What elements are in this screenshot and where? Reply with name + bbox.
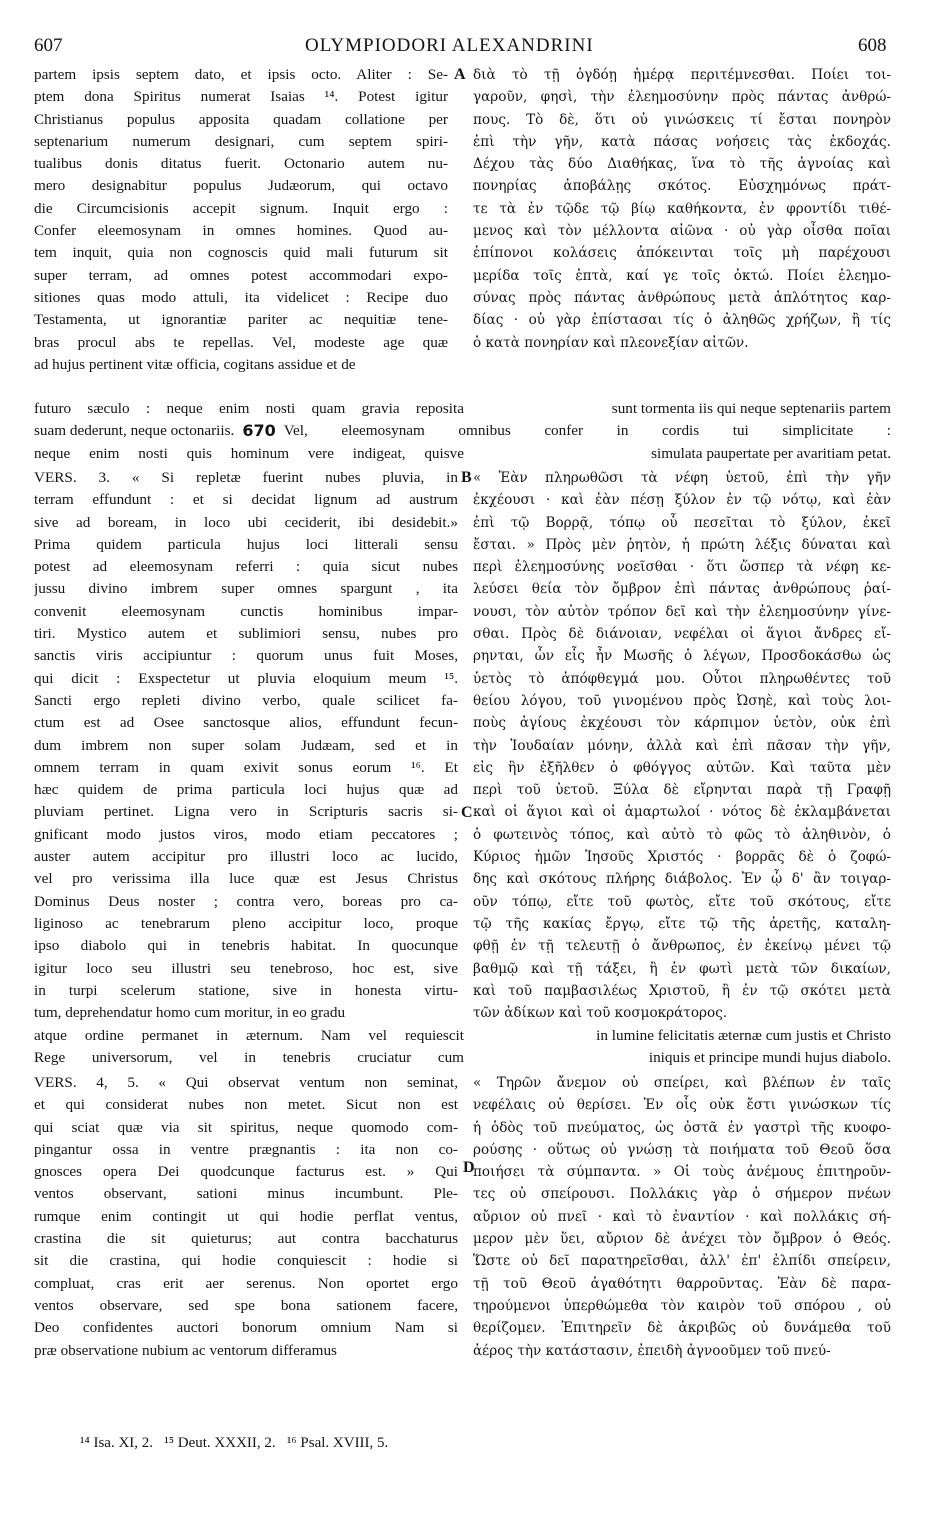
footnotes: ¹⁴ Isa. XI, 2. ¹⁵ Deut. XXXII, 2. ¹⁶ Psal. XVIII, 5. (80, 1435, 389, 1451)
left-column-latin-2 (34, 467, 458, 1024)
text-line-right-part: in lumine felicitatis æternæ cum justis et Christo (596, 1027, 891, 1044)
text-line: ptem dona Spiritus numerat Isaias ¹⁴. Potest igitur (34, 88, 448, 106)
text-line-right-part: simulata paupertate per avaritiam petat. (651, 444, 891, 462)
text-line: φθῇ ἐν τῇ τελευτῇ ὁ ἄνθρωπος, ἐν ἐκείνῳ μένει τῷ (473, 938, 891, 955)
text-line: δης καὶ σκότους πλήρης διάβολος. Ἐν ᾧ δ' ἂν τοιγαρ- (473, 871, 891, 888)
text-line: gnificant modo justos viros, modo etiam peccatores ; (34, 825, 458, 843)
text-line: Κύριος ἡμῶν Ἰησοῦς Χριστός · βορρᾶς δὲ ὁ ζοφώ- (473, 849, 891, 866)
text-line: pingantur ossa in ventre prægnantis : ita non co- (34, 1140, 458, 1158)
text-line-right-part: Vel, eleemosynam omnibus confer in cordis tui simplicitate : (283, 422, 891, 440)
text-line: ἐπὶ τῷ Βορρᾷ, τόπῳ οὗ πεσεῖται τὸ ξύλον, ἐκεῖ (473, 514, 891, 531)
text-line: terram effundunt : et si decidat lignum ad austrum (34, 491, 458, 509)
text-line: super terram, ad omnes potest accommodari expo- (34, 266, 448, 284)
text-line: θερίζομεν. Ἐπιτηρεῖν δὲ ἀκριβῶς οὐ δυνάμεθα τοῦ (473, 1320, 891, 1337)
text-line: μενος καὶ τὸν μέλλοντα αἰῶνα · οὐ γὰρ οἶσθα ποῖαι (473, 223, 891, 240)
running-title: OLYMPIODORI ALEXANDRINI (305, 35, 594, 56)
text-line: θείου λόγου, τοῦ γινομένου πρὸς Ὠσηὲ, καὶ τοὺς λοι- (473, 692, 891, 709)
text-line: ὁ φωτεινὸς τόπος, καὶ αὐτὸ τὸ φῶς τὸ ἀληθινὸν, ὁ (473, 826, 891, 843)
text-line: ventos observant, sationi minus incumbunt. Ple- (34, 1185, 458, 1203)
text-line: dum imbrem non super solam Judæam, sed et in (34, 736, 458, 754)
text-line: et qui considerat nubes non metet. Sicut non est (34, 1096, 458, 1114)
text-line: hæc quidem de prima particula loci hujus quæ ad (34, 781, 458, 799)
margin-letter-d: D (463, 1159, 475, 1176)
text-line: bras procul abs te repellas. Vel, modeste age quæ (34, 333, 448, 351)
text-line: εἰς ἣν ἐξῆλθεν ὁ φθόγγος αὐτῶν. Καὶ ταῦτα μὲν (473, 759, 891, 776)
text-line: auster autem accipitur pro illustri loco ac lucido, (34, 848, 458, 866)
text-line: περὶ ἐλεημοσύνης νοεῖσθαι · ὅτι ὥσπερ τὰ νέφη κε- (473, 559, 891, 576)
text-line: ἀέρος τὴν κατάστασιν, ἐπειδὴ ἀγνοοῦμεν τοῦ πνεύ- (473, 1342, 831, 1359)
page-number-right: 608 (858, 35, 887, 56)
right-column-greek-2 (473, 467, 891, 1024)
text-line: qui dicit : Exspectetur ut pluvia eloquium meum ¹⁵. (34, 669, 458, 687)
text-line: Sancti ergo repleti divino verbo, quale scilicet fa- (34, 691, 458, 709)
column-number: 670 (242, 421, 276, 441)
text-line: τῶν ἀδίκων καὶ τοῦ κοσμοκράτορος. (473, 1005, 728, 1022)
text-line: τῇ τοῦ Θεοῦ ἀγαθότητι θαρροῦντας. Ἐὰν δὲ παρα- (473, 1275, 891, 1292)
text-line: καὶ τοῦ παμβασιλέως Χριστοῦ, ἢ ἐν τῷ σκότει μετὰ (473, 982, 891, 999)
text-line: rumque enim contingit ut qui hodie perflat ventus, (34, 1207, 458, 1225)
full-width-latin-1 (34, 398, 891, 465)
text-line: τες οὐ σπείρουσι. Πολλάκις γὰρ ὁ σήμερον πνέων (473, 1186, 891, 1203)
text-line: tem inquit, quia non cognoscis quid mali futurum sit (34, 244, 448, 262)
text-line: septenarium numerum designari, cum septem spiri- (34, 132, 448, 150)
margin-letter-c: C (461, 804, 473, 821)
text-line: δίας · οὐ γὰρ ἐπίστασαι τίς ὁ ἀληθῶς χρήζων, ἢ τίς (473, 312, 891, 329)
text-line-right-part: iniquis et principe mundi hujus diabolo. (648, 1049, 891, 1067)
text-line: pluviam pertinet. Ligna vero in Scripturis sacris si- (34, 803, 458, 821)
text-line: ὑετὸς τὸ ἀπόφθεγμά μου. Οὗτοι πληρωθέντες τοῦ (473, 670, 891, 687)
text-line: ἐκχέουσι · καὶ ἐὰν πέσῃ ξύλον ἐν τῷ νότῳ, καὶ ἐὰν (473, 492, 891, 509)
text-line: tum, deprehendatur homo cum moritur, in eo gradu (34, 1004, 346, 1022)
text-line: Ὥστε οὐ δεῖ παρατηρεῖσθαι, ἀλλ' ἐπ' ἐλπίδι σπείρειν, (473, 1253, 891, 1270)
text-line: ἔσται. » Πρὸς μὲν ῥητὸν, ἡ πρώτη λέξις δύναται καὶ (473, 536, 891, 553)
text-line: ὁ κατὰ πονηρίαν καὶ πλεονεξίαν αἰτῶν. (473, 334, 749, 351)
text-line: βαθμῷ καὶ τῇ τάξει, ἢ ἐν φωτὶ μετὰ τῶν δικαίων, (473, 960, 891, 977)
text-line: Deo confidentes auctori bonorum omnium Nam si (34, 1319, 458, 1337)
text-line: τῷ τῆς κακίας ἔργῳ, εἴτε τῷ τῆς ἀρετῆς, καταλη- (473, 915, 891, 932)
text-line: περὶ τοῦ ὑετοῦ. Ξύλα δὲ εἴρηνται παρὰ τῇ Γραφῇ (473, 782, 891, 799)
text-line: τὴν Ἰουδαίαν μόνην, ἀλλὰ καὶ ἐπὶ πᾶσαν τὴν γῆν, (473, 737, 891, 754)
text-line: μερον μὲν ὕει, αὔριον δὲ ἀνέχει τὸν ὄμβρον ὁ Θεός. (473, 1231, 891, 1248)
text-line: ρηνται, ὧν εἷς ἦν Μωσῆς ὁ λέγων, Προσδοκάσθω ὡς (473, 648, 891, 665)
text-line: crastina die sit quieturus; aut contra bacchaturus (34, 1230, 458, 1248)
text-line: potest ad eleemosynam referri : quia sicut nubes (34, 558, 458, 576)
text-line: ipso diabolo qui in tenebris habitat. In quocunque (34, 937, 458, 955)
text-line: τηρούμενοι ὑπερθώμεθα τὸν καιρὸν τοῦ σπόρου , οὐ (473, 1297, 891, 1314)
text-line: νουσι, τὸν αὐτὸν τρόπον δεῖ καὶ τὴν ἐλεημοσύνην γίνε- (473, 603, 891, 620)
text-line (34, 1047, 891, 1069)
text-line: igitur loco seu illustri seu tenebroso, hoc est, sive (34, 959, 458, 977)
text-line: sive ad boream, in loco ubi ceciderit, ibi desidebit.» (34, 513, 458, 531)
text-line: διὰ τὸ τῇ ὀγδόῃ ἡμέρᾳ περιτέμνεσθαι. Ποίει τοι- (473, 67, 891, 83)
text-line: ἐπίπονοι κολάσεις ἀπόκεινται τοῖς μὴ παρέχουσι (473, 245, 891, 262)
text-line: liginoso ac tenebrarum pleno accipitur loco, proque (34, 914, 458, 932)
text-line: Christianus populus apposita quadam collatione per (34, 110, 448, 128)
text-line (34, 420, 891, 442)
text-line: σθαι. Πρὸς δὲ διάνοιαν, νεφέλαι οἱ ἅγιοι ἄνδρες εἴ- (473, 626, 891, 643)
text-line: compluat, cras erit aer serenus. Non oportet ergo (34, 1274, 458, 1292)
text-line: « Τηρῶν ἄνεμον οὐ σπείρει, καὶ βλέπων ἐν ταῖς (473, 1075, 891, 1091)
text-line: in turpi scelerum statione, sive in honesta virtu- (34, 981, 458, 999)
text-line: ποὺς ἁγίους ἐκχέουσι τὸν κάρπιμον ὑετὸν, οὐκ ἐπὶ (473, 715, 891, 732)
left-column-latin-3 (34, 1072, 458, 1362)
text-line: σύνας πρὸς πάντας ἀνθρώπους μετὰ ἁπλότητος καρ- (473, 289, 891, 306)
full-width-latin-2 (34, 1025, 891, 1070)
text-line: qui sciat quæ via sit spiritus, neque quomodo com- (34, 1118, 458, 1136)
text-line: πους. Τὸ δὲ, ὅτι οὐ γινώσκεις τί ἔσται πονηρὸν (473, 111, 891, 128)
text-line: tualibus donis ditatus fuerit. Octonario autem nu- (34, 155, 448, 173)
text-line: sanctis viris accipiuntur : quorum unus fuit Moses, (34, 647, 458, 665)
text-line: sit die crastina, qui hodie conquiescit : hodie si (34, 1252, 458, 1270)
text-line: ποιήσει τὰ σύμπαντα. » Οἱ τοὺς ἀνέμους ἐπιτηροῦν- (473, 1164, 891, 1181)
text-line: ad hujus pertinent vitæ officia, cogitans assidue et de (34, 355, 356, 373)
text-line: die Circumcisionis accepit signum. Inquit ergo : (34, 199, 448, 217)
text-line: vel pro verissima illa luce quæ est Jesus Christus (34, 870, 458, 888)
text-line (34, 443, 891, 465)
text-line-left-part: suam dederunt, neque octonariis. (34, 422, 235, 440)
text-line: ρούσης · οὕτως οὐ γνώσῃ τὰ ποιήματα τοῦ Θεοῦ ὅσα (473, 1141, 891, 1158)
text-line: partem ipsis septem dato, et ipsis octo. Aliter : Se- (34, 66, 448, 83)
text-line: præ observatione nubium ac ventorum differamus (34, 1341, 337, 1359)
text-line: ἡ ὁδὸς τοῦ πνεύματος, ὡς ὀστᾶ ἐν γαστρὶ τῆς κυοφο- (473, 1119, 891, 1136)
text-line: πονηρίας ἀποβάλῃς σκότος. Εὐσχημόνως πράτ- (473, 178, 891, 195)
text-line: jussu divino imbrem super omnes spargunt , ita (34, 580, 458, 598)
text-line: νεφέλαις οὐ θερίσει. Ἐν οἷς οὐκ ἔστι γινώσκων τίς (473, 1097, 891, 1114)
text-line: Prima quidem particula hujus loci litterali sensu (34, 535, 458, 553)
text-line: VERS. 3. « Si repletæ fuerint nubes pluvia, in (34, 469, 458, 486)
page-number-left: 607 (34, 35, 63, 56)
right-column-greek-1 (473, 64, 891, 354)
text-line (34, 1025, 891, 1047)
text-line (34, 398, 891, 420)
text-line: convenit eleemosynam cunctis hominibus impar- (34, 602, 458, 620)
text-line: γαροῦν, φησὶ, τὴν ἐλεημοσύνην πρὸς πάντας ἀνθρώ- (473, 89, 891, 106)
text-line: Δέχου τὰς δύο Διαθήκας, ἵνα τὸ τῆς ἀγνοίας καὶ (473, 156, 891, 173)
text-line: tiri. Mystico autem et sublimiori sensu, nubes pro (34, 625, 458, 643)
text-line-left-part: atque ordine permanet in æternum. Nam vel requiescit (34, 1027, 464, 1044)
text-line: ctum est ad Osee sanctosque alios, effundunt fecun- (34, 714, 458, 732)
text-line: Testamenta, ut ignorantiæ pariter ac nequitiæ tene- (34, 311, 448, 329)
margin-letter-b: B (461, 469, 472, 486)
text-line-left-part: Rege universorum, vel in tenebris cruciatur cum (34, 1049, 464, 1067)
text-line: λεύσει θεία τὸν ὄμβρον ἐπὶ πάντας ἀνθρώπους ῥαί- (473, 581, 891, 598)
text-line: μερίδα τοῖς ἑπτὰ, καί γε τοῖς ὀκτώ. Ποίει ἐλεημο- (473, 267, 891, 284)
text-line: οῦν τόπῳ, εἴτε τοῦ φωτὸς, εἴτε τοῦ σκότους, εἴτε (473, 893, 891, 910)
text-line-left-part: neque enim nosti quis hominum vere indigeat, quisve (34, 444, 464, 462)
text-line: Confer eleemosynam in omnes homines. Quod au- (34, 222, 448, 240)
text-line: gnosces opera Dei quodcunque facturus est. » Qui (34, 1163, 458, 1181)
text-line: omnem terram in quam exivit sonus eorum ¹⁶. Et (34, 758, 458, 776)
text-line: ἐπὶ τὴν γῆν, κατὰ πάσας νοήσεις τὰς ἐκδοχάς. (473, 133, 891, 150)
text-line: αὔριον οὐ πνεῖ · καὶ τὸ ἐναντίον · καὶ πολλάκις σή- (473, 1208, 891, 1225)
text-line: ventos observare, sed spe bona sationem facere, (34, 1296, 458, 1314)
text-line: καὶ οἱ ἅγιοι καὶ οἱ ἁμαρτωλοί · νότος δὲ ἐκλαμβάνεται (473, 804, 891, 821)
text-line: mero designabitur populus Judæorum, qui octavo (34, 177, 448, 195)
text-line: Dominus Deus noster ; contra vero, boreas pro ca- (34, 892, 458, 910)
text-line-right-part: sunt tormenta iis qui neque septenariis partem (611, 400, 891, 417)
text-line: τε τὰ ἐν τῷδε τῷ βίῳ καθήκοντα, ἐν φροντίδι τιθέ- (473, 200, 891, 217)
text-line-left-part: futuro sæculo : neque enim nosti quam gravia reposita (34, 400, 464, 417)
text-line: VERS. 4, 5. « Qui observat ventum non seminat, (34, 1074, 458, 1091)
text-line: sitiones quas modo attuli, ita videlicet : Recipe duo (34, 288, 448, 306)
right-column-greek-3 (473, 1072, 891, 1362)
left-column-latin-1 (34, 64, 448, 376)
text-line: « Ἐὰν πληρωθῶσι τὰ νέφη ὑετοῦ, ἐπὶ τὴν γῆν (473, 470, 891, 486)
margin-letter-a: A (454, 66, 466, 83)
